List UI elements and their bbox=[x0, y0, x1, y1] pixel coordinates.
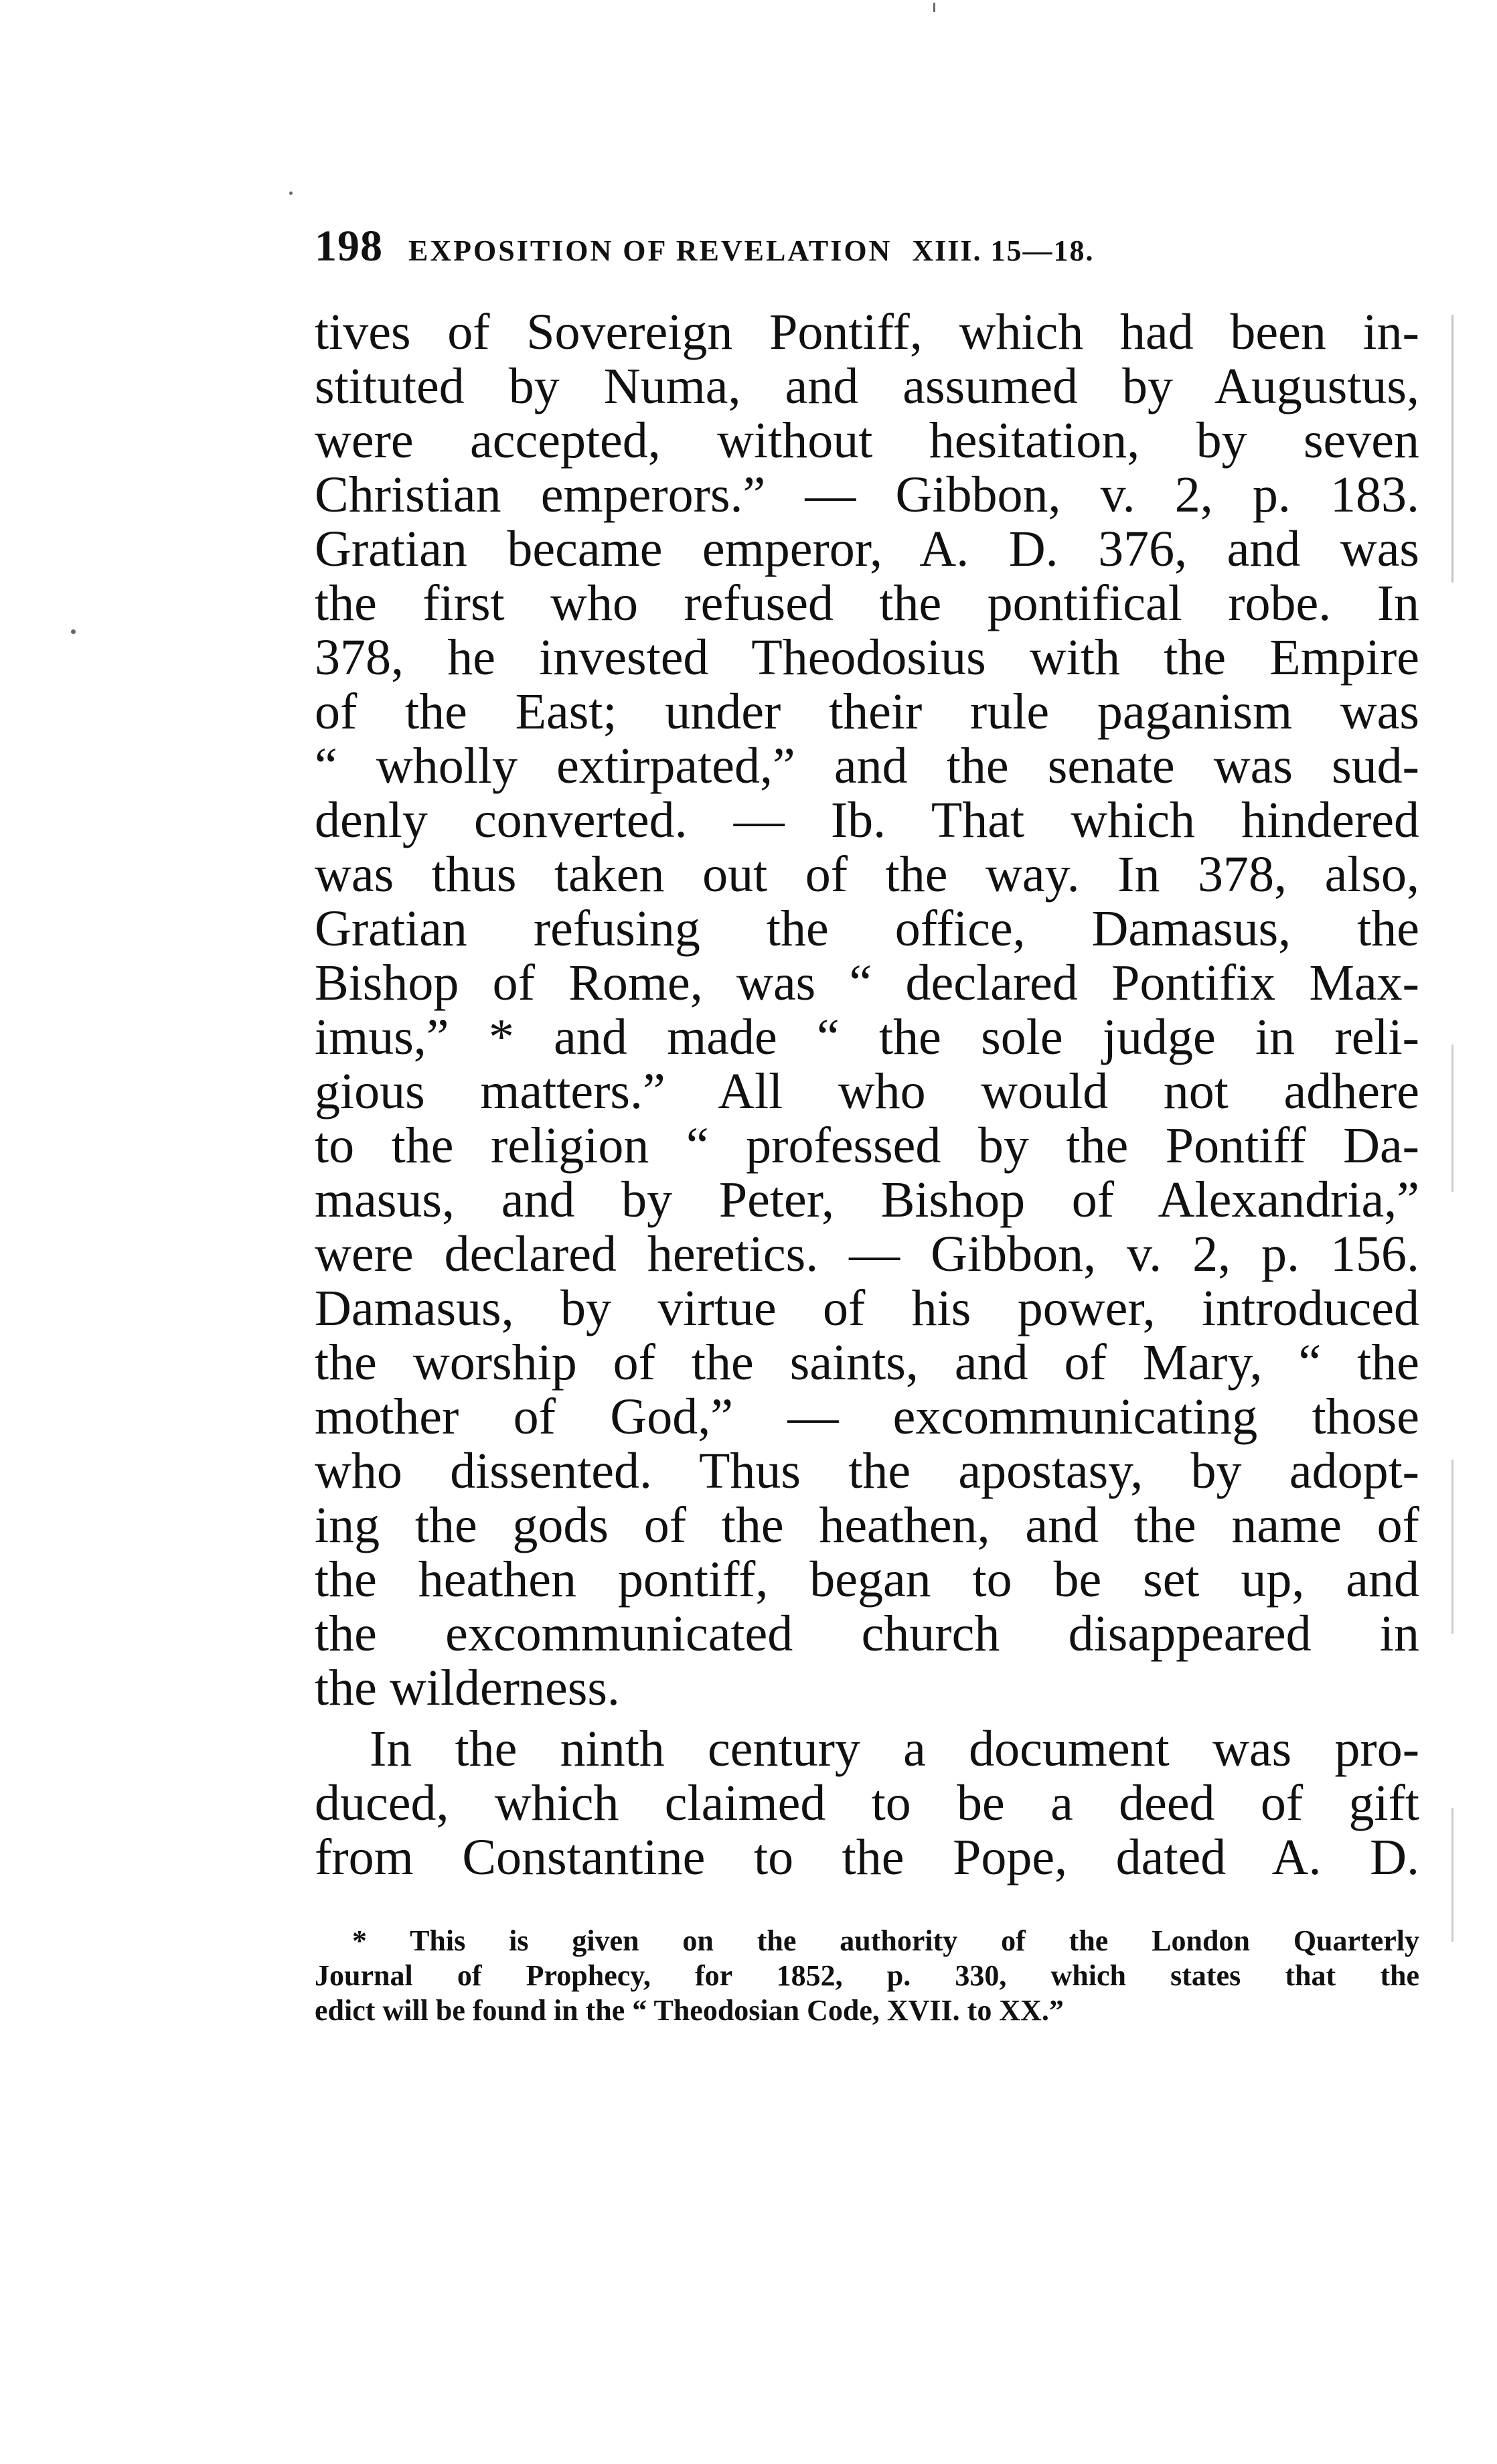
chapter-range: XIII. 15—18. bbox=[912, 234, 1095, 267]
text-line: who dissented. Thus the apostasy, by adopt- bbox=[315, 1443, 1419, 1499]
running-title: EXPOSITION OF REVELATION bbox=[408, 234, 892, 267]
text-line: masus, and by Peter, Bishop of Alexandria,” bbox=[315, 1172, 1419, 1228]
scan-margin-line bbox=[1451, 315, 1453, 583]
text-line: gious matters.” All who would not adhere bbox=[315, 1063, 1419, 1120]
text-line: was thus taken out of the way. In 378, also, bbox=[315, 846, 1419, 903]
scan-margin-line bbox=[1451, 1460, 1453, 1634]
scan-speck bbox=[933, 3, 935, 12]
paragraph-2 bbox=[315, 1722, 1419, 1885]
book-page bbox=[315, 221, 1419, 2028]
text-line: of the East; under their rule paganism was bbox=[315, 684, 1419, 740]
text-line: from Constantine to the Pope, dated A. D. bbox=[315, 1829, 1419, 1885]
scan-margin-line bbox=[1451, 1808, 1453, 1942]
running-header bbox=[315, 221, 1419, 288]
text-line: the heathen pontiff, began to be set up, and bbox=[315, 1551, 1419, 1608]
text-line: stituted by Numa, and assumed by Augustus, bbox=[315, 358, 1419, 414]
page-number: 198 bbox=[315, 222, 383, 271]
footnote-line: * This is given on the authority of the London Quarterly bbox=[352, 1924, 1419, 1957]
text-line: mother of God,” — excommunicating those bbox=[315, 1389, 1419, 1445]
text-line: the wilderness. bbox=[315, 1660, 620, 1716]
paragraph-1 bbox=[315, 305, 1419, 1715]
scan-speck bbox=[289, 191, 293, 195]
text-line: Bishop of Rome, was “ declared Pontifix Max- bbox=[315, 955, 1419, 1011]
scan-speck bbox=[71, 629, 76, 634]
scan-margin-line bbox=[1451, 1045, 1453, 1192]
text-line: “ wholly extirpated,” and the senate was sud- bbox=[315, 738, 1419, 794]
footnote-line: Journal of Prophecy, for 1852, p. 330, which states that the bbox=[315, 1959, 1419, 1992]
text-line: the first who refused the pontifical robe. In bbox=[315, 575, 1419, 631]
text-line: Gratian refusing the office, Damasus, the bbox=[315, 901, 1419, 957]
text-line: 378, he invested Theodosius with the Empire bbox=[315, 629, 1419, 686]
footnote-line: edict will be found in the “ Theodosian Code, XVII. to XX.” bbox=[315, 1994, 1064, 2027]
footnote bbox=[315, 1924, 1419, 2028]
text-line: duced, which claimed to be a deed of gift bbox=[315, 1775, 1419, 1831]
text-line: were accepted, without hesitation, by seven bbox=[315, 412, 1419, 469]
body-text bbox=[315, 305, 1419, 1885]
text-line: denly converted. — Ib. That which hindered bbox=[315, 792, 1419, 848]
text-line: the worship of the saints, and of Mary, “ the bbox=[315, 1334, 1419, 1391]
text-line: were declared heretics. — Gibbon, v. 2, p. 156. bbox=[315, 1226, 1419, 1282]
text-line: Damasus, by virtue of his power, introduced bbox=[315, 1280, 1419, 1336]
text-line: Christian emperors.” — Gibbon, v. 2, p. 183. bbox=[315, 467, 1419, 523]
text-line: In the ninth century a document was pro- bbox=[370, 1721, 1419, 1777]
text-line: ing the gods of the heathen, and the name of bbox=[315, 1497, 1419, 1553]
text-line: Gratian became emperor, A. D. 376, and was bbox=[315, 521, 1419, 577]
text-line: tives of Sovereign Pontiff, which had been in- bbox=[315, 304, 1419, 360]
text-line: to the religion “ professed by the Pontiff Da- bbox=[315, 1118, 1419, 1174]
text-line: the excommunicated church disappeared in bbox=[315, 1606, 1419, 1662]
text-line: imus,” * and made “ the sole judge in reli- bbox=[315, 1009, 1419, 1065]
